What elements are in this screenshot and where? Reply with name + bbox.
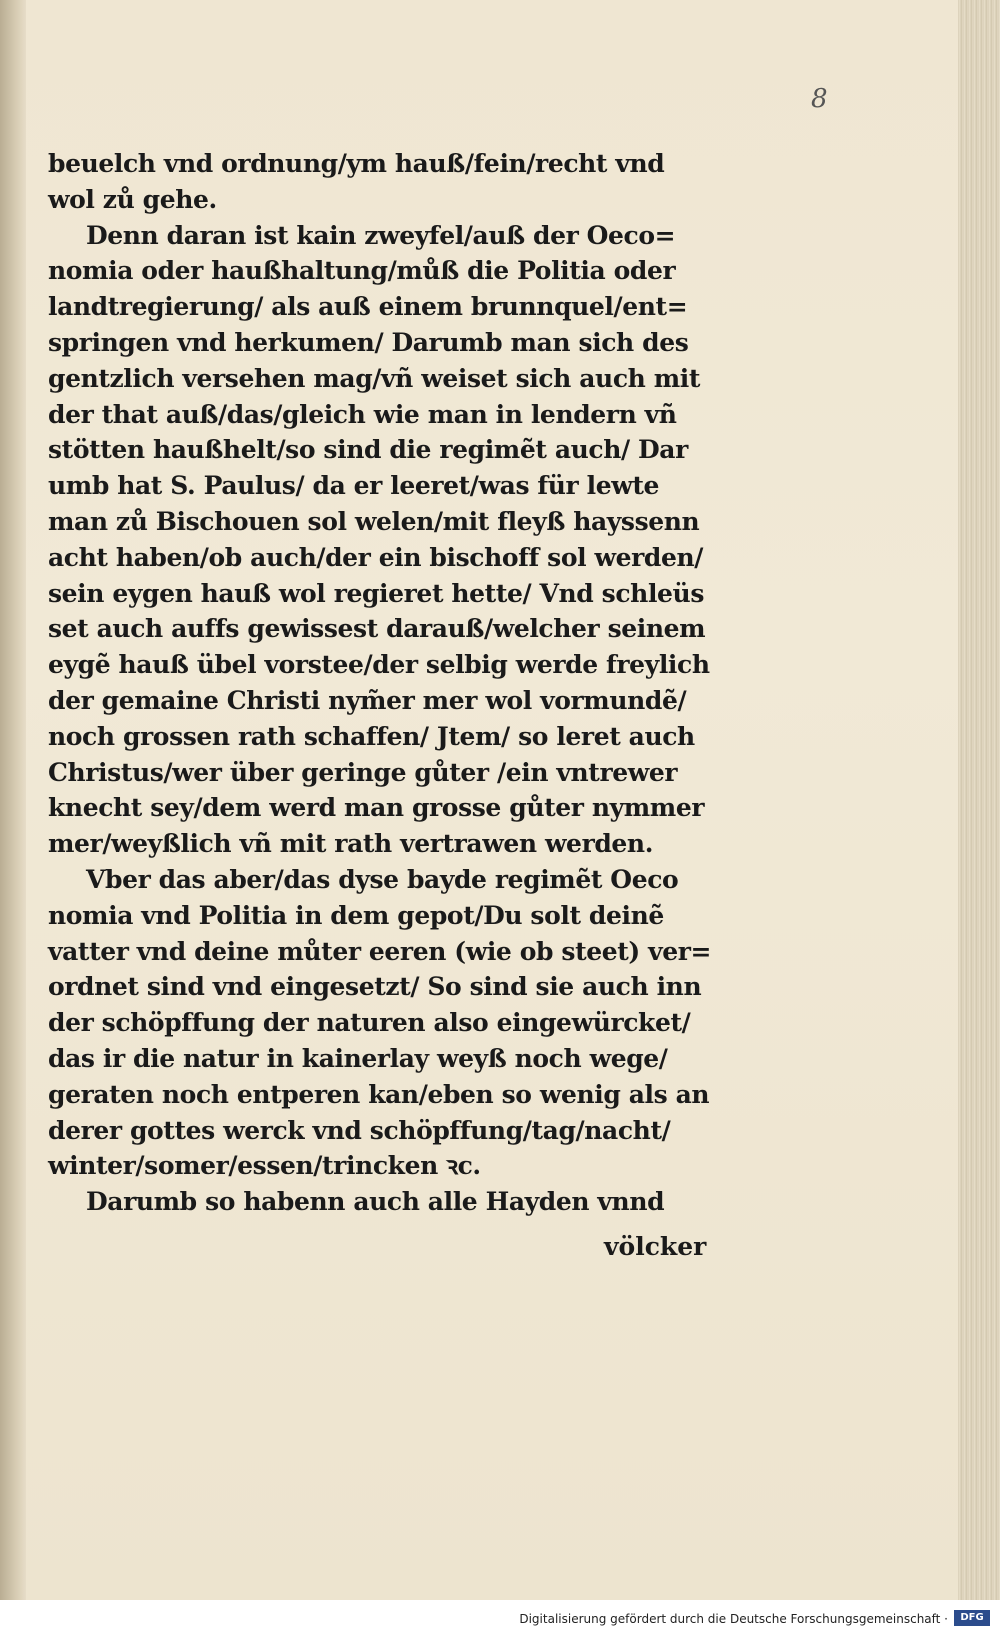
text-line: winter/somer/essen/trincken ꝛc. <box>48 1151 481 1181</box>
text-line: Christus/wer über geringe gůter /ein vntrewer <box>48 757 678 787</box>
text-line: sein eygen hauß wol regieret hette/ Vnd schleüs <box>48 578 704 608</box>
text-line: eygẽ hauß übel vorstee/der selbig werde freylich <box>48 650 710 680</box>
page-edges <box>958 0 1000 1600</box>
text-line: man zů Bischouen sol welen/mit fleyß hayssenn <box>48 506 700 536</box>
text-line: nomia vnd Politia in dem gepot/Du solt deinẽ <box>48 900 664 930</box>
text-line: knecht sey/dem werd man grosse gůter nymmer <box>48 793 705 823</box>
text-line: ordnet sind vnd eingesetzt/ So sind sie auch inn <box>48 972 702 1002</box>
text-line: noch grossen rath schaffen/ Jtem/ so leret auch <box>48 721 695 751</box>
text-line: Darumb so habenn auch alle Hayden vnnd <box>86 1187 665 1217</box>
text-line: der that auß/das/gleich wie man in lendern vñ <box>48 399 677 429</box>
text-line: mer/weyßlich vñ mit rath vertrawen werden. <box>48 829 654 859</box>
text-line: gentzlich versehen mag/vñ weiset sich auch mit <box>48 363 701 393</box>
text-line: set auch auffs gewissest darauß/welcher seinem <box>48 614 706 644</box>
text-line: Denn daran ist kain zweyfel/auß der Oeco= <box>86 220 676 250</box>
text-line: das ir die natur in kainerlay weyß noch wege/ <box>48 1043 668 1073</box>
text-line: umb hat S. Paulus/ da er leeret/was für lewte <box>48 471 660 501</box>
text-line: vatter vnd deine můter eeren (wie ob steet) ver= <box>48 936 712 966</box>
text-line: stötten haußhelt/so sind die regimẽt auch/ Dar <box>48 435 688 465</box>
text-line: Vber das aber/das dyse bayde regimẽt Oeco <box>86 864 679 894</box>
text-line: nomia oder haußhaltung/můß die Politia oder <box>48 256 676 286</box>
catchword: völcker <box>604 1232 707 1261</box>
text-line: landtregierung/ als auß einem brunnquel/ent= <box>48 292 688 322</box>
dfg-logo: DFG <box>954 1610 990 1626</box>
text-line: acht haben/ob auch/der ein bischoff sol werden/ <box>48 542 704 572</box>
text-line: geraten noch entperen kan/eben so wenig als an <box>48 1079 710 1109</box>
book-page <box>26 0 960 1600</box>
text-line: wol zů gehe. <box>48 184 217 214</box>
text-line: springen vnd herkumen/ Darumb man sich des <box>48 327 689 357</box>
text-line: derer gottes werck vnd schöpffung/tag/nacht/ <box>48 1115 671 1145</box>
text-line: der gemaine Christi nym̃er mer wol vormundẽ/ <box>48 685 687 715</box>
text-line: beuelch vnd ordnung/ym hauß/fein/recht vnd <box>48 149 665 178</box>
body-text <box>48 146 748 1220</box>
funding-credit: Digitalisierung gefördert durch die Deutsche Forschungsgemeinschaft · <box>519 1612 948 1626</box>
footer-bar <box>0 1600 1000 1636</box>
text-line: der schöpffung der naturen also eingewürcket/ <box>48 1008 691 1038</box>
book-gutter <box>0 0 26 1600</box>
page-number: 8 <box>811 84 828 114</box>
